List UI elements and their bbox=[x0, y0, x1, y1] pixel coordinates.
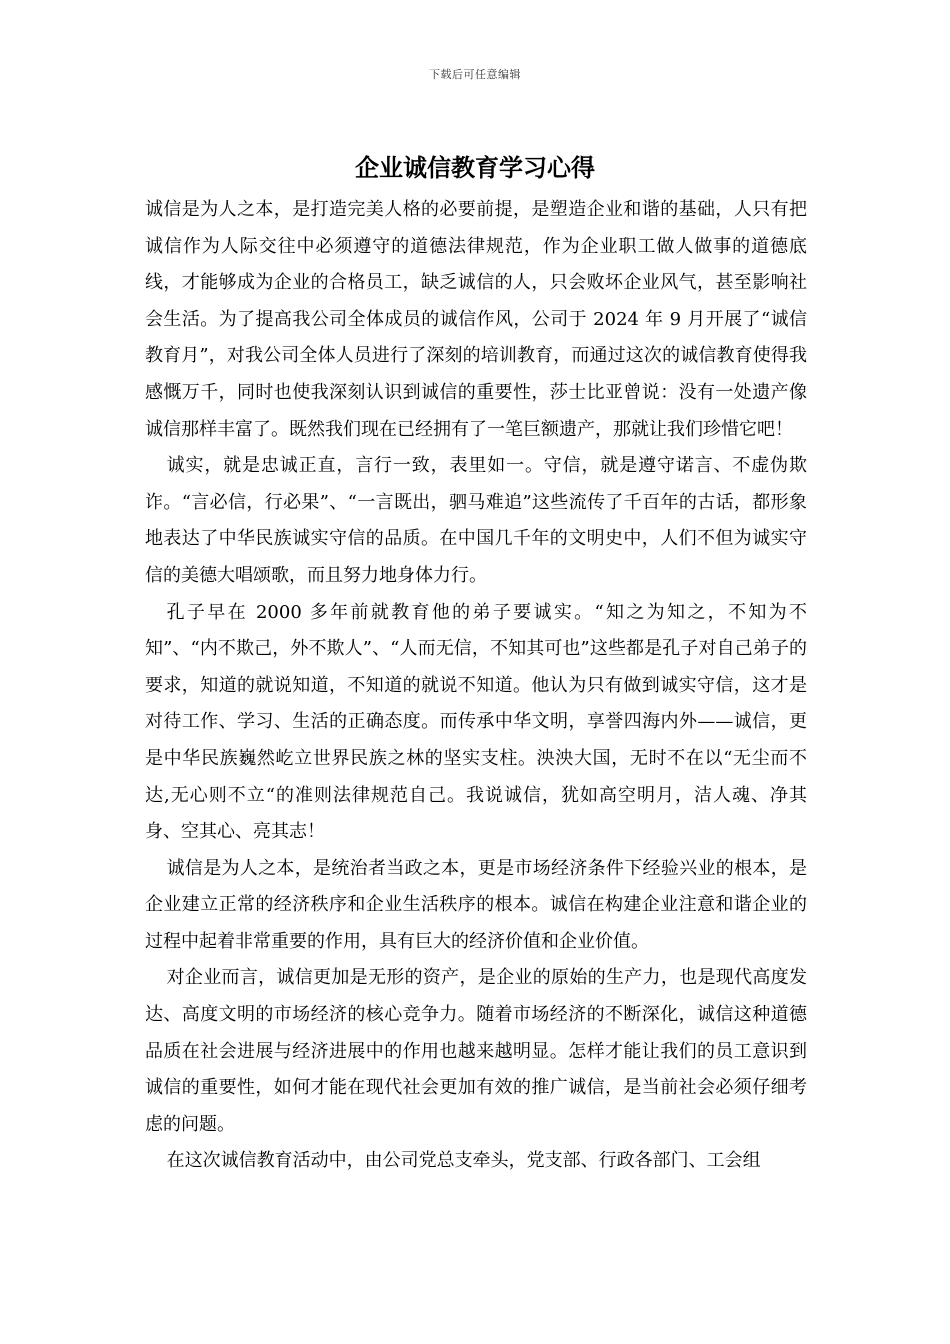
header-note: 下载后可任意编辑 bbox=[429, 68, 521, 81]
paragraph-2: 诚实，就是忠诚正直，言行一致，表里如一。守信，就是遵守诺言、不虚伪欺诈。“言必信，行必果”、“一言既出，驷马难追”这些流传了千百年的古话，都形象地表达了中华民族诚实守信的品质。在中国几千年的文明史中，人们不但为诚实守信的美德大唱颂歌，而且努力地身体力行。 bbox=[145, 455, 807, 586]
document-body bbox=[145, 192, 807, 1180]
paragraph-6: 在这次诚信教育活动中，由公司党总支牵头，党支部、行政各部门、工会组 bbox=[166, 1150, 761, 1172]
document-title: 企业诚信教育学习心得 bbox=[355, 154, 595, 182]
paragraph-3: 孔子早在 2000 多年前就教育他的弟子要诚实。“知之为知之，不知为不知”、“内不欺己，外不欺人”、“人而无信，不知其可也”这些都是孔子对自己弟子的要求，知道的就说知道，不知道的就说不知道。他认为只有做到诚实守信，这才是对待工作、学习、生活的正确态度。而传承中华文明，享誉四海内外——诚信，更是中华民族巍然屹立世界民族之林的坚实支柱。泱泱大国，无时不在以“无尘而不达,无心则不立“的准则法律规范自己。我说诚信，犹如高空明月，洁人魂、净其身、空其心、亮其志！ bbox=[145, 601, 807, 843]
paragraph-5: 对企业而言，诚信更加是无形的资产，是企业的原始的生产力，也是现代高度发达、高度文明的市场经济的核心竞争力。随着市场经济的不断深化，诚信这种道德品质在社会进展与经济进展中的作用也越来越明显。怎样才能让我们的员工意识到诚信的重要性，如何才能在现代社会更加有效的推广诚信，是当前社会必须仔细考虑的问题。 bbox=[145, 967, 807, 1135]
paragraph-1: 诚信是为人之本，是打造完美人格的必要前提，是塑造企业和谐的基础，人只有把诚信作为人际交往中必须遵守的道德法律规范，作为企业职工做人做事的道德底线，才能够成为企业的合格员工，缺乏诚信的人，只会败坏企业风气，甚至影响社会生活。为了提高我公司全体成员的诚信作风，公司于 2024 年 9 月开展了“诚信教育月”，对我公司全体人员进行了深刻的培训教育，而通过这次的诚信教育使得我感慨万千，同时也使我深刻认识到诚信的重要性，莎士比亚曾说：没有一处遗产像诚信那样丰富了。既然我们现在已经拥有了一笔巨额遗产，那就让我们珍惜它吧！ bbox=[145, 199, 807, 440]
paragraph-4: 诚信是为人之本，是统治者当政之本，更是市场经济条件下经验兴业的根本，是企业建立正常的经济秩序和企业生活秩序的根本。诚信在构建企业注意和谐企业的过程中起着非常重要的作用，具有巨大的经济价值和企业价值。 bbox=[145, 857, 807, 952]
